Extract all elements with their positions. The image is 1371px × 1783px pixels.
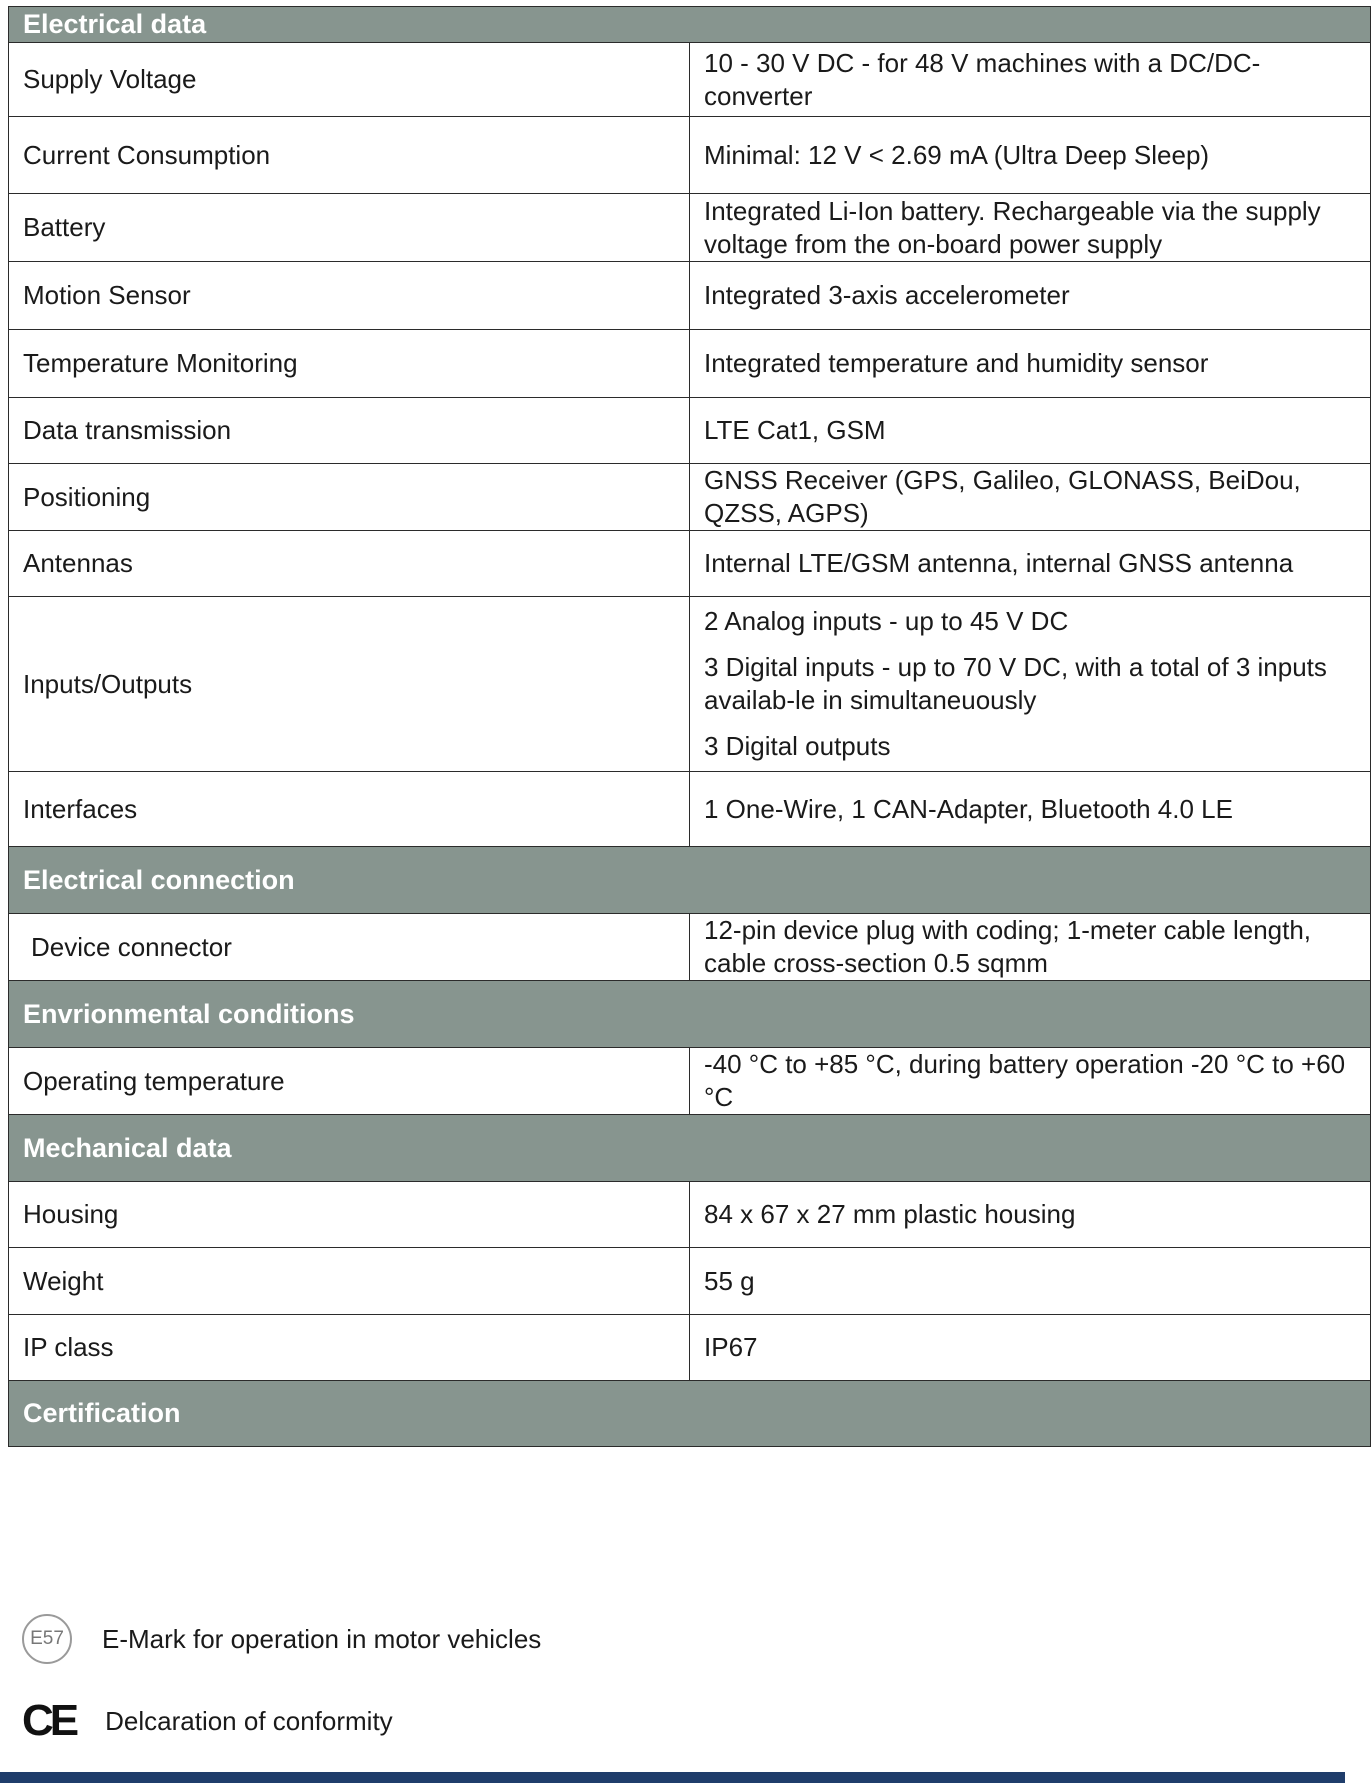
spec-row [9, 1315, 1371, 1381]
spec-row [9, 1248, 1371, 1315]
section-header-electrical-connection [9, 847, 1371, 914]
spec-row [9, 1048, 1371, 1115]
spec-value-line: 2 Analog inputs - up to 45 V DC [704, 606, 1069, 636]
spec-label: Device connector [9, 914, 690, 981]
section-title: Certification [9, 1381, 1371, 1447]
spec-value: IP67 [690, 1315, 1371, 1381]
spec-value-line: 3 Digital inputs - up to 70 V DC, with a total of 3 inputs availab-le in simultaneuously [704, 652, 1327, 715]
spec-label: Temperature Monitoring [9, 330, 690, 398]
certification-item-e-mark [22, 1614, 541, 1664]
spec-label: Inputs/Outputs [9, 597, 690, 772]
section-header-environmental-conditions [9, 981, 1371, 1048]
spec-label: IP class [9, 1315, 690, 1381]
spec-row [9, 772, 1371, 847]
spec-value: 12-pin device plug with coding; 1-meter cable length, cable cross-section 0.5 sqmm [690, 914, 1371, 981]
certification-text: Delcaration of conformity [105, 1705, 393, 1736]
spec-value: 1 One-Wire, 1 CAN-Adapter, Bluetooth 4.0 LE [690, 772, 1371, 847]
spec-label: Interfaces [9, 772, 690, 847]
spec-row [9, 1182, 1371, 1248]
certification-text: E-Mark for operation in motor vehicles [102, 1623, 542, 1654]
spec-row [9, 330, 1371, 398]
spec-row [9, 43, 1371, 117]
spec-label: Antennas [9, 531, 690, 597]
spec-value: LTE Cat1, GSM [690, 398, 1371, 464]
spec-value: 55 g [690, 1248, 1371, 1315]
spec-value: GNSS Receiver (GPS, Galileo, GLONASS, BeiDou, QZSS, AGPS) [690, 464, 1371, 531]
spec-value [690, 597, 1371, 772]
spec-row [9, 597, 1371, 772]
spec-label: Housing [9, 1182, 690, 1248]
section-header-certification [9, 1381, 1371, 1447]
spec-row [9, 464, 1371, 531]
spec-label: Current Consumption [9, 117, 690, 194]
spec-row [9, 194, 1371, 262]
spec-value: -40 °C to +85 °C, during battery operation -20 °C to +60 °C [690, 1048, 1371, 1115]
section-header-electrical-data [9, 7, 1371, 43]
spec-value: 10 - 30 V DC - for 48 V machines with a DC/DC-converter [690, 43, 1371, 117]
spec-label: Battery [9, 194, 690, 262]
spec-label: Supply Voltage [9, 43, 690, 117]
spec-table [8, 6, 1371, 1447]
section-title: Electrical data [9, 7, 1371, 43]
spec-value: Integrated temperature and humidity sensor [690, 330, 1371, 398]
e-mark-icon: E57 [22, 1614, 72, 1664]
spec-row [9, 117, 1371, 194]
spec-label: Operating temperature [9, 1048, 690, 1115]
spec-label: Positioning [9, 464, 690, 531]
spec-value: Integrated 3-axis accelerometer [690, 262, 1371, 330]
certification-item-ce [22, 1696, 393, 1746]
spec-row [9, 262, 1371, 330]
spec-row [9, 531, 1371, 597]
section-title: Envrionmental conditions [9, 981, 1371, 1048]
spec-value-line: 3 Digital outputs [704, 731, 891, 761]
section-title: Electrical connection [9, 847, 1371, 914]
spec-value: Minimal: 12 V < 2.69 mA (Ultra Deep Sleep) [690, 117, 1371, 194]
spec-value: 84 x 67 x 27 mm plastic housing [690, 1182, 1371, 1248]
spec-label: Motion Sensor [9, 262, 690, 330]
section-header-mechanical-data [9, 1115, 1371, 1182]
spec-row [9, 914, 1371, 981]
ce-mark-icon: CE [22, 1696, 76, 1745]
section-title: Mechanical data [9, 1115, 1371, 1182]
spec-label: Weight [9, 1248, 690, 1315]
spec-label: Data transmission [9, 398, 690, 464]
footer-bar [0, 1772, 1345, 1783]
spec-value: Integrated Li-Ion battery. Rechargeable via the supply voltage from the on-board power supply [690, 194, 1371, 262]
spec-value: Internal LTE/GSM antenna, internal GNSS antenna [690, 531, 1371, 597]
spec-row [9, 398, 1371, 464]
